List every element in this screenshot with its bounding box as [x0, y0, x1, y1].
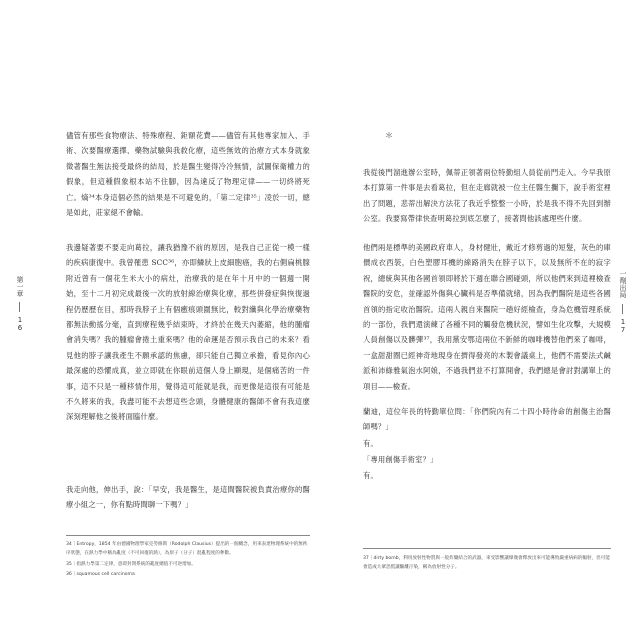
right-chapter-label: 一劑出局	[619, 270, 627, 298]
left-footnote-1: 34｜Entropy，1854 年由德國物理學家克勞修斯（Rodolph Clausius）提出的一個概念，用來表達物理系統中的無秩序狀態，在熱力學中稱為亂度（不可回復的熱），為原子（分子）混亂程度的參數。	[66, 542, 308, 556]
right-divider-bar	[622, 304, 623, 314]
right-paragraph-2: 他們兩是標準的美國政府車人，身材健壯，戴近才修剪過的短髮，灰色的庫價成衣西裝，白色塑膠耳機的線路消失在脖子以下，以及無所不在的寂字祝，總統與其他各國首領即將於下週在聯合國碰頭，所以他們來到這裡檢查醫院的安危，並確認外傷與心臟科是否準備就緒，因為我們醫院是這些各國首領的指定收治醫院。這兩人親自來醫院一趟好經檢查，身為危機管理系統的一部份，我們還演練了各種不同的觸發危機狀況，譬如生化攻擊，大規模人員創傷以及髒彈³⁷，我用黨安鄂這兩位不新鮮的咖啡機替他們來了咖啡，一盒甜甜圈已經神奇地現身在擠得發亮的木製會議桌上，他們不需要法式鹹派和沛綠雅氣泡水阿娘，不過我們並不打算開會，我們總是會討對講單上的項目——檢查。	[363, 243, 611, 391]
left-divider-bar	[19, 302, 20, 312]
right-paragraph-1: 我從後門溜進辦公室時，佩蒂正領著兩位特勤組人員從前門走入。今早我原本打算第一件事是去看葛拉，但在走廊就被一位主任醫生攔下，說手術室裡出了問題，悲蒂出解決方法花了我近乎整整一小時，於是我不得不先回到辦公室。我要寫帶律快查明葛拉到底怎麼了，接著問他該處理些什麼。	[363, 168, 611, 224]
left-paragraph-3: 我走向他，伸出手，說：「早安，我是醫生，是這間醫院被負責治療你的醫療小組之一，你有點時間聊一下嗎？」	[66, 485, 310, 510]
left-footnote-2: 35｜指熱力學第二定律，意即封閉系統的亂度總值不可逆增加。	[66, 562, 196, 567]
left-footnote-3: 36｜squamous cell carcinoma	[66, 572, 135, 577]
left-paragraph-2: 我邊疑著要不要走向葛拉，讓我猶豫不前的原因，是我自己正從一模一樣的疾病康復中。我曾罹患 SCC³⁶，亦即鱗狀上皮細胞癌，我的右側扁桃腺附近曾有一個花生米大小的病灶，治療我的是在年十月中的一個週一開始，至十二月初完成最後一次的放射線治療與化療，那些併發症與恢復過程仍歷歷在目，那時我脖子上有個癒痕頭圍無比，較對纖與化學治療藥物都無法動搖分毫，直到療程幾乎結束時，才終於在幾天內萎縮，他的腫瘤會消失嗎？我的腫瘤會捲土重來嗎？他的命運是否預示我自己的未來？看見他的脖子讓我產生不願承認的焦慮，卻只能自己獨立承擔，看見你內心最深處的恐懼成真，並立即就在你眼前這個人身上顯現，是個痛苦的一件事，這不只是一種移情作用，覺得這可能就是我，而更像是這很有可能是不久將來的我，我盡可能不去想這些念頭，身體健康的醫師不會有我這麼深刻理解他之後將面臨什麼。	[66, 243, 310, 422]
right-footnote-rule	[363, 548, 611, 549]
right-paragraph-4: 有。	[363, 439, 378, 448]
left-footnote-rule	[66, 535, 310, 536]
right-paragraph-6: 有。	[363, 471, 378, 480]
section-break-marker: ＊	[385, 131, 393, 140]
right-page-number: 17	[619, 318, 627, 334]
left-page-number: 16	[16, 316, 24, 332]
right-footnote-1: 37｜dirty bomb，利用放射性物質與一般炸藥結合的武器，來受影響讓爆幾會釋放出來可能導致嚴重病病的輻射，但可能會造成大眾恐慌讓驅離汙染，稱為放射性分子。	[363, 556, 610, 570]
left-paragraph-1: 儘管有那些食物療法、特殊療程、鉅額花費——儘管有其他專家加入、手術、次要醫療選擇、藥物試驗與我救化療，這些無效的治療方式本身就象徵著醫生無法接受最終的結局，於是醫生變得冷冷無情，試圖保衛權力的假象，但這種假象根本站不住腳，因為違反了物理定律——一切終將死亡。熵³⁴本身這個必然的結果是不可避免的，「第二定律³⁵」凌於一切，總是如此，莊家絕不會輸。	[66, 131, 310, 218]
left-chapter-label: 第一章	[16, 276, 24, 297]
right-paragraph-5: 「專用創傷手術室？」	[363, 455, 438, 464]
right-paragraph-3: 蘭迪，這位年長的特勤單位問：「你們院內有二十四小時待命的創傷主治醫師嗎？」	[363, 407, 611, 432]
